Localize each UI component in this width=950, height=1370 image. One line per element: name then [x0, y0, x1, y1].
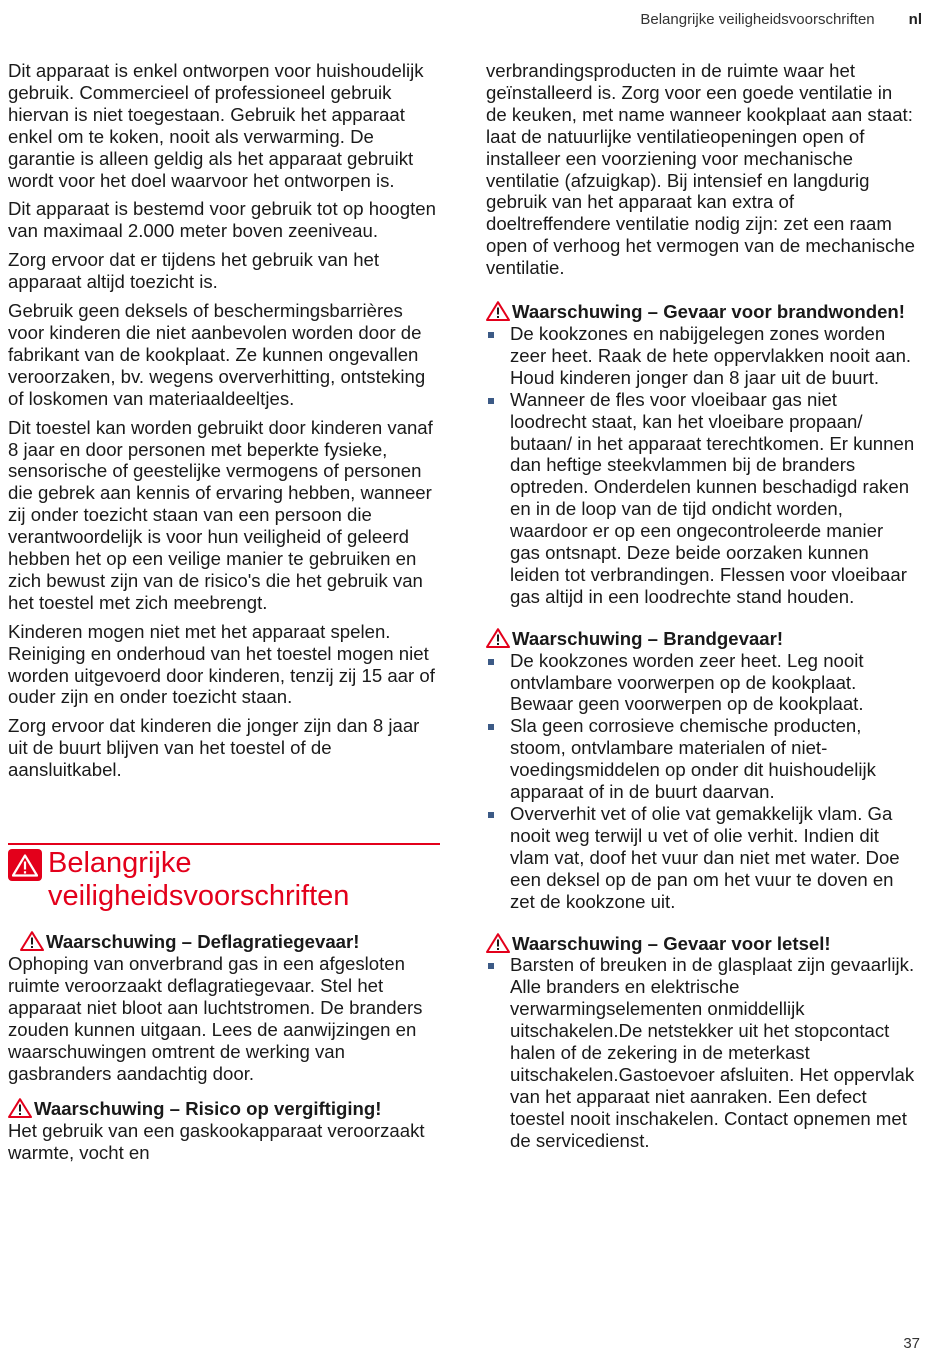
paragraph: Gebruik geen deksels of beschermingsbarrières voor kinderen die niet aanbevolen worden door de fabrikant van de kookplaat. Ze kunnen ongevallen veroorzaken, bv. wegens oververhitting, ontsteking of loskomen van materiaaldeeltjes.: [8, 300, 426, 409]
left-column: [8, 60, 440, 1171]
paragraph: Zorg ervoor dat er tijdens het gebruik van het apparaat altijd toezicht is.: [8, 249, 380, 293]
list-item: Sla geen corrosieve chemische producten, stoom, ontvlambare materialen of niet-voedingsmiddelen op onder dit huishoudelijk apparaat of in de buurt daarvan.: [486, 715, 918, 803]
warning-triangle-icon: [20, 931, 44, 951]
paragraph: Dit apparaat is enkel ontworpen voor huishoudelijk gebruik. Commercieel of professioneel gebruik hiervan is niet toegestaan. Gebruik het apparaat enkel om te koken, nooit als verwarming. De garantie is alleen geldig als het apparaat gebruikt wordt voor het doel waarvoor het ontworpen is.: [8, 60, 424, 191]
warning-list: [486, 954, 918, 1151]
header-title: Belangrijke veiligheidsvoorschriften: [640, 10, 875, 28]
warning-heading-text: Waarschuwing – Gevaar voor brandwonden!: [512, 301, 905, 323]
paragraph: Kinderen mogen niet met het apparaat spelen. Reiniging en onderhoud van het toestel mogen niet worden uitgevoerd door kinderen, tenzij zij 15 aar of ouder zijn en onder toezicht staan.: [8, 620, 435, 708]
warning-heading-text: Waarschuwing – Brandgevaar!: [512, 627, 784, 649]
warning-text: Ophoping van onverbrand gas in een afgesloten ruimte veroorzaakt deflagratiegevaar. Stel het apparaat niet bloot aan luchtstromen. De branders zouden kunnen uitgaan. Lees de aanwijzingen en waarschuwingen omtrent de werking van gasbranders aandachtig door.: [8, 953, 423, 1084]
warning-text: Het gebruik van een gaskookapparaat veroorzaakt warmte, vocht en: [8, 1120, 425, 1164]
page-number: 37: [903, 1335, 920, 1352]
warning-heading-text: Waarschuwing – Gevaar voor letsel!: [512, 932, 831, 954]
warning-triangle-icon: [8, 1098, 32, 1118]
section-title-text: Belangrijke veiligheidsvoorschriften: [48, 847, 350, 913]
paragraph: verbrandingsproducten in de ruimte waar het geïnstalleerd is. Zorg voor een goede ventilatie in de keuken, met name wanneer kookplaat aan staat: laat de natuurlijke ventilatieopeningen open of installeer een voorziening voor mechanische ventilatie (afzuigkap). Bij intensief en langdurig gebruik van het apparaat kan extra of doeltreffendere ventilatie nodig zijn: zet een raam open of verhoog het vermogen van de mechanische ventilatie.: [486, 60, 915, 279]
warning-heading: [8, 1098, 440, 1120]
warning-heading: [486, 933, 918, 955]
warning-list: [486, 650, 918, 913]
warning-heading-text: Waarschuwing – Risico op vergiftiging!: [34, 1098, 382, 1120]
warning-heading: [8, 931, 440, 953]
page-header: [640, 8, 922, 30]
section-header: [8, 843, 440, 913]
list-item: Wanneer de fles voor vloeibaar gas niet loodrecht staat, kan het vloeibare propaan/ butaan/ in het apparaat terechtkomen. Er kunnen dan heftige steekvlammen bij de branders optreden. Onderdelen kunnen beschadigd raken en in de loop van de tijd ondicht worden, waardoor er op een ongecontroleerde manier gas ontsnapt. Deze beide oorzaken kunnen leiden tot verbrandingen. Flessen voor vloeibaar gas altijd in een loodrechte stand houden.: [486, 389, 918, 608]
warning-list: [486, 323, 918, 608]
warning-heading: [486, 628, 918, 650]
warning-triangle-icon: [8, 849, 42, 881]
warning-heading-text: Waarschuwing – Deflagratiegevaar!: [46, 931, 360, 953]
section-title: [8, 847, 440, 913]
list-item: De kookzones en nabijgelegen zones worden zeer heet. Raak de hete oppervlakken nooit aan. Houd kinderen jonger dan 8 jaar uit de buurt.: [486, 323, 918, 389]
paragraph: Dit toestel kan worden gebruikt door kinderen vanaf 8 jaar en door personen met beperkte fysieke, sensorische of geestelijke vermogens of personen die gebrek aan kennis of ervaring hebben, wanneer zij onder toezicht staan van een persoon die verantwoordelijk is voor hun veiligheid of geleerd hebben het op een veilige manier te gebruiken en zich bewust zijn van de risico's die het gebruik van het toestel met zich meebrengt.: [8, 416, 433, 613]
paragraph: Zorg ervoor dat kinderen die jonger zijn dan 8 jaar uit de buurt blijven van het toestel of de aansluitkabel.: [8, 715, 420, 781]
warning-triangle-icon: [486, 933, 510, 953]
list-item: Barsten of breuken in de glasplaat zijn gevaarlijk. Alle branders en elektrische verwarmingselementen onmiddellijk uitschakelen.De netstekker uit het stopcontact halen of de zekering in de meterkast uitschakelen.Gastoevoer afsluiten. Het oppervlak van het apparaat niet aanraken. Een defect toestel nooit inschakelen. Contact opnemen met de servicedienst.: [486, 954, 918, 1151]
list-item: De kookzones worden zeer heet. Leg nooit ontvlambare voorwerpen op de kookplaat. Bewaar geen voorwerpen op de kookplaat.: [486, 650, 918, 716]
warning-triangle-icon: [486, 301, 510, 321]
paragraph: Dit apparaat is bestemd voor gebruik tot op hoogten van maximaal 2.000 meter boven zeeniveau.: [8, 198, 436, 242]
warning-triangle-icon: [486, 628, 510, 648]
warning-heading: [486, 301, 918, 323]
list-item: Oververhit vet of olie vat gemakkelijk vlam. Ga nooit weg terwijl u vet of olie verhit. Indien dit vlam vat, doof het vuur dan niet met water. Doe een deksel op de pan om het vuur te doven en zet de kookzone uit.: [486, 803, 918, 913]
language-code: nl: [908, 10, 922, 28]
right-column: [486, 60, 918, 1158]
